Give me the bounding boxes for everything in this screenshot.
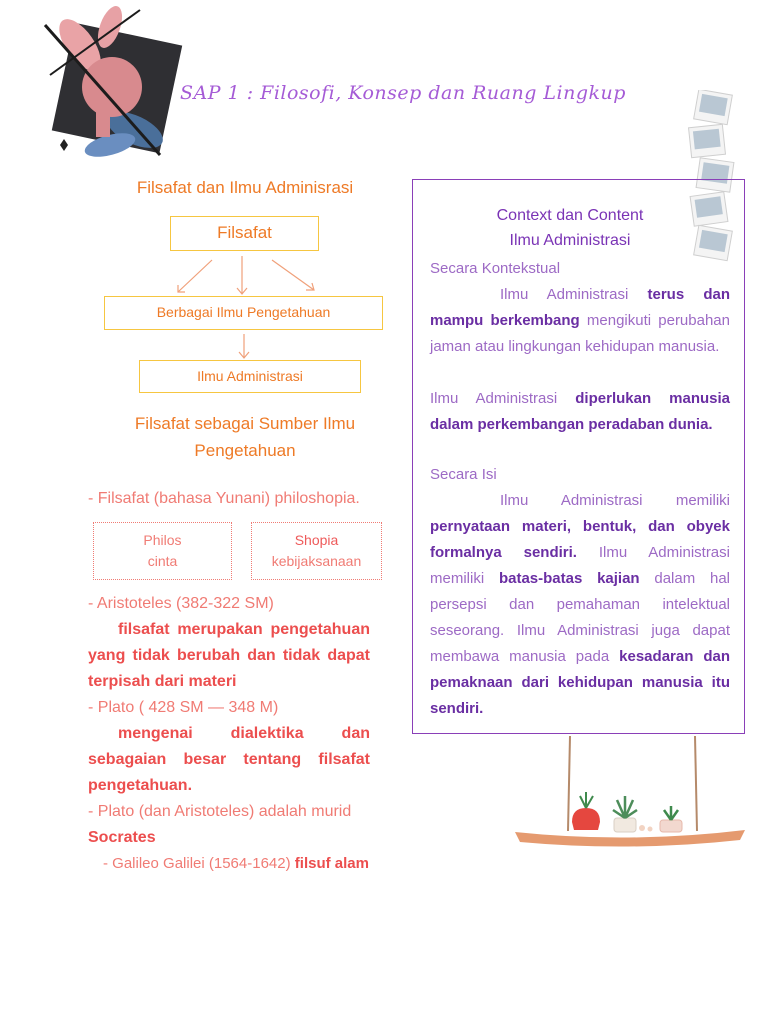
isi-paragraph: Ilmu Administrasi memiliki pernyataan materi, bentuk, dan obyek formalnya sendiri. Ilmu Administrasi memiliki batas-batas kajian dalam hal persepsi dan pemahaman intelektual seseorang. Ilmu Administrasi juga dapat membawa manusia pada kesadaran dan pemaknaan dari kehidupan manusia itu sendiri. xyxy=(430,492,731,717)
filsafat-intro-text: - Filsafat (bahasa Yunani) philoshopia. xyxy=(88,490,360,507)
diagram-box-berbagai-ilmu: Berbagai Ilmu Pengetahuan xyxy=(104,296,383,330)
hanging-shelf-plants-image xyxy=(510,736,750,856)
decorative-collage-image xyxy=(40,5,185,175)
page-title: SAP 1 : Filosofi, Konsep dan Ruang Lingkup xyxy=(180,82,626,104)
section-heading-filsafat-sumber: Filsafat sebagai Sumber Ilmu Pengetahuan xyxy=(134,414,356,460)
plato-label: - Plato ( 428 SM — 348 M) xyxy=(88,699,279,716)
diagram-box-ilmu-administrasi: Ilmu Administrasi xyxy=(139,360,361,393)
plato-text: mengenai dialektika dan sebagaian besar tentang filsafat pengetahuan. xyxy=(88,725,370,794)
diagram-box-filsafat: Filsafat xyxy=(170,216,319,251)
plato-murid-label: - Plato (dan Aristoteles) adalah murid xyxy=(88,803,352,820)
galileo-line: - Galileo Galilei (1564-1642) filsuf alam xyxy=(103,855,369,872)
panel-title: Context dan Content Ilmu Administrasi xyxy=(496,207,644,249)
kontekstual-paragraph-1: Ilmu Administrasi terus dan mampu berkembang mengikuti perubahan jaman atau lingkungan kehidupan manusia. xyxy=(430,286,730,355)
aristoteles-label: - Aristoteles (382-322 SM) xyxy=(88,595,274,612)
isi-heading: Secara Isi xyxy=(430,466,497,483)
socrates-name: Socrates xyxy=(88,829,156,846)
kontekstual-heading: Secara Kontekstual xyxy=(430,260,561,277)
shopia-box: Shopia kebijaksanaan xyxy=(251,522,382,580)
section-heading-filsafat-ilmu: Filsafat dan Ilmu Adminisrasi xyxy=(136,178,354,197)
aristoteles-text: filsafat merupakan pengetahuan yang tidak berubah dan tidak dapat terpisah dari materi xyxy=(88,621,370,690)
kontekstual-paragraph-2: Ilmu Administrasi diperlukan manusia dalam perkembangan peradaban dunia. xyxy=(430,390,730,433)
philos-box: Philos cinta xyxy=(93,522,232,580)
